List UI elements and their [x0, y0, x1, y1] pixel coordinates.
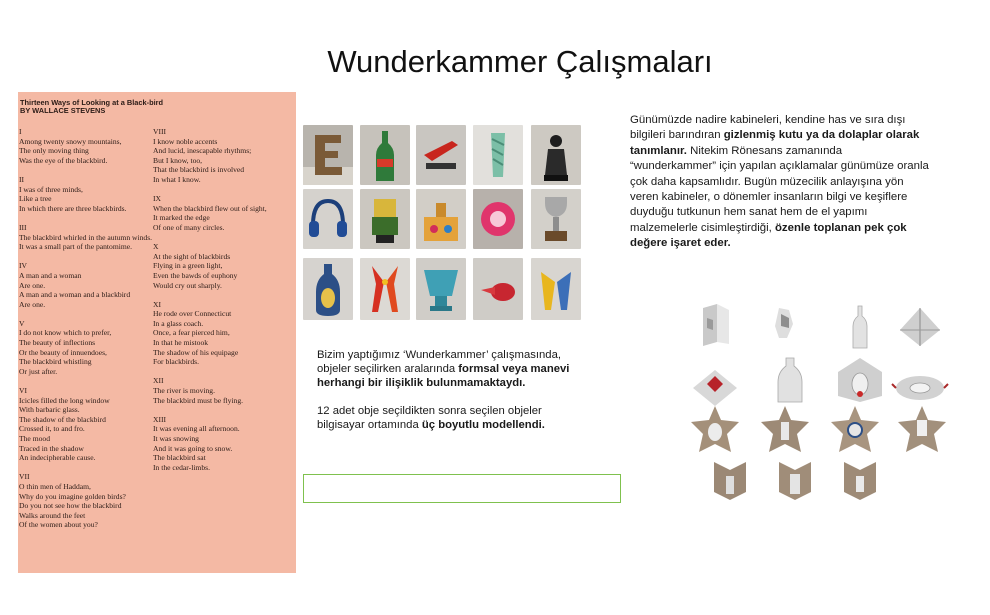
stanza-number: IX: [153, 194, 162, 204]
middle-description: [317, 348, 592, 445]
photo-painted-bottle: [303, 258, 353, 320]
render-14: [765, 454, 825, 504]
poem-line: An indecipherable cause.: [19, 453, 96, 463]
poem-stanza: [19, 319, 169, 377]
stanza-number: XI: [153, 299, 162, 309]
poem-line: Of the women about you?: [19, 520, 98, 530]
poem-line: In what I know.: [153, 174, 201, 184]
stanza-number: V: [19, 318, 25, 328]
page-title: Wunderkammer Çalışmaları: [327, 44, 713, 79]
render-15: [830, 454, 890, 504]
render-6: [760, 354, 820, 404]
poem-line: It was evening all afternoon.: [153, 424, 240, 434]
poem-line: And lucid, inescapable rhythms;: [153, 146, 252, 156]
poem-line: It was snowing: [153, 434, 199, 443]
photo-toy-figure: [360, 189, 410, 249]
photo-red-clamp: [360, 258, 410, 320]
poem-column-left: [19, 127, 169, 540]
photo-decorated-box: [416, 189, 466, 249]
poem-line: The blackbird whirled in the autumn winds.: [19, 232, 153, 242]
stanza-number: I: [19, 127, 22, 136]
poem-line: Do you not see how the blackbird: [19, 501, 122, 511]
poem-stanza: [19, 261, 169, 309]
poem-stanza: [19, 386, 169, 463]
render-13: [700, 454, 760, 504]
poem-line: Would cry out sharply.: [153, 280, 222, 290]
poem-line: Once, a fear pierced him,: [153, 328, 230, 338]
photo-green-vase: [473, 125, 523, 185]
poem-stanza: [153, 415, 293, 473]
poem-line: It marked the edge: [153, 213, 210, 223]
photo-green-bottle: [360, 125, 410, 185]
poem-line: In the cedar-limbs.: [153, 462, 210, 472]
stanza-number: VI: [19, 386, 28, 396]
poem-author: BY WALLACE STEVENS: [20, 106, 106, 116]
poem-line: But I know, too,: [153, 155, 203, 165]
poem-line: And it was going to snow.: [153, 443, 233, 453]
poem-line: In a glass coach.: [153, 318, 204, 328]
poem-stanza: [153, 242, 293, 290]
poem-line: In which there are three blackbirds.: [19, 203, 127, 213]
poem-stanza: [153, 300, 293, 367]
green-outline-box: [303, 474, 621, 503]
poem-line: The shadow of the blackbird: [19, 414, 106, 424]
poem-line: Why do you imagine golden birds?: [19, 491, 126, 501]
poem-column-right: [153, 127, 293, 482]
photo-blue-pot: [416, 258, 466, 320]
stanza-number: X: [153, 242, 159, 252]
render-7: [830, 354, 890, 404]
poem-stanza: [153, 194, 293, 232]
poem-line: Even the bawds of euphony: [153, 270, 238, 280]
render-12: [892, 404, 952, 454]
photo-headphones: [303, 189, 353, 249]
middle-paragraph-2: 12 adet obje seçildikten sonra seçilen objeler bilgisayar ortamında üç boyutlu modellendi.: [317, 404, 545, 431]
poem-line: Icicles filled the long window: [19, 395, 110, 405]
right-description: [630, 113, 930, 252]
poem-line: For blackbirds.: [153, 357, 199, 367]
poem-line: Or just after.: [19, 366, 58, 376]
poem-stanza: [153, 376, 293, 405]
poem-line: The beauty of inflections: [19, 338, 96, 348]
poem-panel: [18, 92, 296, 573]
poem-line: Among twenty snowy mountains,: [19, 136, 122, 146]
stanza-number: XIII: [153, 414, 167, 424]
poem-line: The blackbird must be flying.: [153, 395, 244, 405]
poem-stanza: [19, 175, 169, 213]
poem-stanza: [153, 127, 293, 185]
object-photo-grid: [303, 125, 583, 320]
middle-paragraph-1: Bizim yaptığımız ‘Wunderkammer’ çalışmasında, objeler seçilirken aralarında formsal veya manevi herhangi bir ilişiklik bulunmamaktaydı.: [317, 349, 570, 390]
poem-line: The blackbird whistling: [19, 357, 92, 367]
poem-title: Thirteen Ways of Looking at a Black-bird: [20, 98, 164, 107]
poem-line: That the blackbird is involved: [153, 165, 245, 175]
poem-line: In that he mistook: [153, 338, 209, 348]
stanza-number: III: [19, 222, 27, 232]
photo-red-toy: [473, 258, 523, 320]
stanza-number: VIII: [153, 127, 167, 136]
poem-line: At the sight of blackbirds: [153, 251, 231, 261]
poem-line: He rode over Connecticut: [153, 309, 232, 319]
poem-line: Walks around the feet: [19, 510, 86, 520]
poem-line: I was of three minds,: [19, 184, 83, 194]
poem-line: Traced in the shadow: [19, 443, 84, 453]
poem-stanza: [19, 127, 169, 165]
stanza-number: XII: [153, 376, 164, 386]
render-9: [685, 404, 745, 454]
poem-heading: [20, 99, 170, 116]
poem-line: The mood: [19, 434, 51, 443]
render-2: [755, 302, 815, 352]
poem-line: Crossed it, to and fro.: [19, 424, 85, 434]
poem-line: The river is moving.: [153, 386, 216, 396]
photo-yellow-clip: [531, 258, 581, 320]
poem-line: Like a tree: [19, 194, 52, 204]
stanza-number: IV: [19, 261, 28, 271]
poem-line: Or the beauty of innuendoes,: [19, 347, 107, 357]
poem-line: The blackbird sat: [153, 453, 206, 463]
poem-line: Of one of many circles.: [153, 222, 225, 232]
poem-line: Flying in a green light,: [153, 261, 223, 271]
poem-line: Was the eye of the blackbird.: [19, 155, 108, 165]
render-1: [685, 300, 745, 350]
stanza-number: II: [19, 174, 25, 184]
poem-line: The shadow of his equipage: [153, 347, 239, 357]
stanza-number: VII: [19, 472, 30, 482]
photo-pink-ornament: [473, 189, 523, 249]
poem-line: It was a small part of the pantomime.: [19, 242, 133, 252]
poem-line: The only moving thing: [19, 146, 89, 156]
poem-line: I do not know which to prefer,: [19, 328, 112, 338]
photo-trophy: [531, 189, 581, 249]
photo-figurine: [531, 125, 581, 185]
render-5: [685, 360, 745, 410]
poem-line: I know noble accents: [153, 136, 218, 146]
poem-line: A man and a woman and a blackbird: [19, 290, 131, 300]
poem-line: Are one.: [19, 299, 46, 309]
poem-stanza: [19, 472, 169, 530]
poem-line: Are one.: [19, 280, 46, 290]
poem-line: When the blackbird flew out of sight,: [153, 203, 267, 213]
poem-stanza: [19, 223, 169, 252]
poem-line: A man and a woman: [19, 270, 82, 280]
poem-line: With barbaric glass.: [19, 405, 80, 415]
render-4: [890, 300, 950, 350]
photo-red-stapler: [416, 125, 466, 185]
poem-line: O thin men of Haddam,: [19, 481, 91, 491]
render-3: [830, 302, 890, 352]
right-paragraph: Günümüzde nadire kabineleri, kendine has ve sıra dışı bilgileri barındıran gizlenmiş kutu ya da dolaplar olarak tanımlanır. Nitekim Rönesans zamanında “wunderkammer” için yapılan açıklamalar günümüze oranla çok daha kapsamlıdır. Bugün müzecilik anlayışına yön veren kabineler, o dönemler insanların bilgi ve keşiflere duyduğu tutkunun hem sanat hem de el yapımı malzemelerle cisimleştirdiği, özenle toplanan pek çok değere işaret eder.: [630, 114, 929, 250]
render-grid: [680, 292, 955, 507]
render-11: [825, 404, 885, 454]
render-10: [755, 404, 815, 454]
photo-letter-e: [303, 125, 353, 185]
